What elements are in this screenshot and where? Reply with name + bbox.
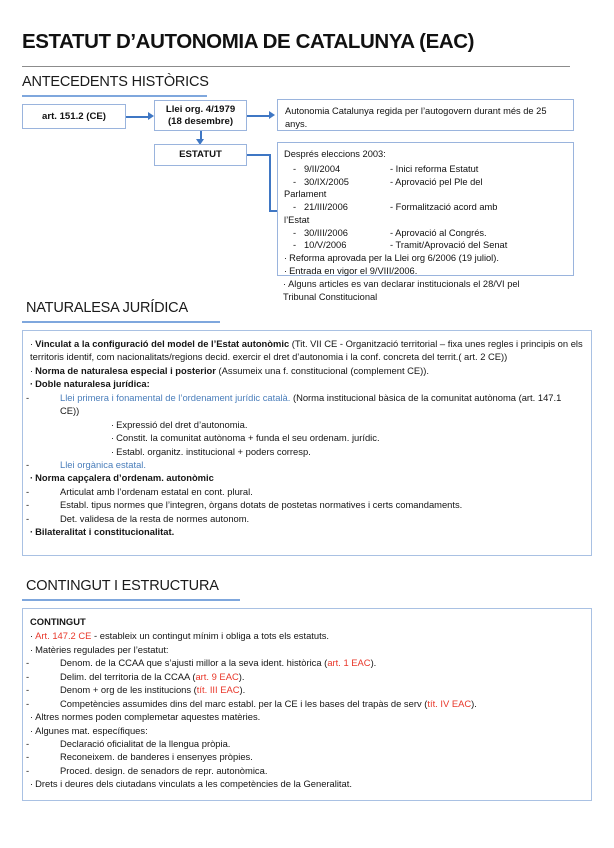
date-event-continuation: l’Estat [284,214,310,225]
eleccions-tail-2: · Entrada en vigor el 9/VIII/2006. [284,265,567,278]
naturalesa-subitem-4-text: Establ. tipus normes que l’integren, òrgans dotats de postetas normatives i certs comandaments. [60,499,463,511]
date-dash: - [293,202,297,213]
date-event: - Aprovació pel Ple del [390,176,483,187]
flow-box-llei-line2: (18 desembre) [167,115,234,127]
page-title: ESTATUT D’AUTONOMIA DE CATALUNYA (EAC) [22,30,475,53]
overflow-line-1: · Alguns articles es van declarar institucionals el 28/VI pel [283,278,583,291]
naturalesa-item-4: · Norma capçalera d’ordenam. autonòmic [30,471,583,484]
section-header-contingut: CONTINGUT I ESTRUCTURA [26,578,219,594]
date-row [284,176,567,188]
materia-item-1 [26,656,583,669]
naturalesa-item-1-rest: (Tit. VII CE - Organització territorial – fixa unes regles i principis on els territoris identif, com nacionalitats/regions decid. exercir el dret d’autonomia i la conf. concreta del territ.( art. 2 CE)) [30,338,583,363]
materia-item-1-ref: art. 1 EAC [327,657,371,669]
date-row [284,227,567,239]
panel-naturalesa-juridica [22,330,592,556]
date-value: 10/V/2006 [304,240,347,251]
naturalesa-detail-2: · Constit. la comunitat autònoma + funda el seu ordenam. jurídic. [30,431,583,444]
naturalesa-subitem-5 [26,512,583,525]
date-dash: - [293,164,297,175]
materia-item-3-ref: tít. III EAC [196,684,240,696]
flow-elbow-horizontal-top [247,154,271,156]
materia-item-3 [26,683,583,696]
overflow-line-2: Tribunal Constitucional [283,292,378,303]
naturalesa-item-2 [30,364,583,377]
date-value: 30/III/2006 [304,228,348,239]
contingut-item-5: · Drets i deures dels ciutadans vinculats a les competències de la Generalitat. [30,777,583,790]
bullet-dash: - [26,391,30,403]
materia-item-1-text: Denom. de la CCAA que s’ajusti millor a la seva ident. històrica ( [60,657,328,669]
date-event: - Tramit/Aprovació del Senat [390,240,508,251]
date-value: 30/IX/2005 [304,176,349,187]
naturalesa-subitem-3-text: Articulat amb l’ordenam estatal en cont. plural. [60,485,253,497]
section-underline-contingut [22,599,240,601]
section-underline-naturalesa [22,321,220,323]
date-event: - Inici reforma Estatut [390,164,479,175]
date-dash: - [293,176,297,187]
title-divider [22,66,570,67]
date-row [284,201,567,213]
date-event: - Aprovació al Congrés. [390,228,487,239]
naturalesa-item-5: · Bilateralitat i constitucionalitat. [30,525,583,538]
flow-arrow-1-line [126,116,148,118]
eleccions-tail-1: · Reforma aprovada per la Llei org 6/2006 (19 juliol). [284,252,567,265]
bullet-dash: - [26,657,30,669]
materia-item-4-text: Competències assumides dins del marc establ. per la CE i les bases del trapàs de serv ( [60,697,428,709]
date-dash: - [293,240,297,251]
date-value: 9/II/2004 [304,164,341,175]
bullet-dash: - [26,684,30,696]
contingut-item-1-rest: - estableix un contingut mínim i obliga a tots els estatuts. [91,630,330,642]
naturalesa-item-1-bold: Vinculat a la configuració del model de l’Estat autonòmic [35,338,290,349]
contingut-item-3: · Altres normes poden complemetar aquestes matèries. [30,710,583,723]
especifica-item-1 [26,737,583,750]
contingut-item-1-ref: Art. 147.2 CE [35,630,92,642]
especifica-item-2-text: Reconeixem. de banderes i ensenyes pròpies. [60,751,253,763]
materia-item-3-tail: ). [239,684,246,696]
materia-item-2 [26,670,583,683]
bullet-dash: - [26,485,30,497]
materia-item-2-text: Delim. del territoria de la CCAA ( [60,670,196,682]
materia-item-4 [26,697,583,710]
bullet-dash: - [26,458,30,470]
panel-contingut-estructura [22,608,592,801]
contingut-item-2: · Matèries regulades per l’estatut: [30,643,583,656]
especifica-item-1-text: Declaració oficialitat de la llengua pròpia. [60,737,231,749]
flow-info-box-eleccions [277,142,574,276]
contingut-item-4: · Algunes mat. específiques: [30,724,583,737]
naturalesa-item-1 [30,337,583,364]
flow-arrow-2-head [269,111,275,119]
bullet-dash: - [26,737,30,749]
materia-item-4-ref: tít. IV EAC [427,697,472,709]
naturalesa-item-2-bold: Norma de naturalesa especial i posterior [35,364,216,376]
date-event: - Formalització acord amb [390,202,498,213]
flow-box-art151: art. 151.2 (CE) [22,104,126,129]
section-header-antecedents: ANTECEDENTS HISTÒRICS [22,74,209,90]
bullet-dash: - [26,764,30,776]
flow-elbow-vertical [269,154,271,211]
section-header-naturalesa: NATURALESA JURÍDICA [26,300,188,316]
naturalesa-subitem-1-rest: (Norma institucional bàsica de la comunitat autònoma (art. 147.1 CE)) [60,391,562,417]
especifica-item-3 [26,764,583,777]
naturalesa-detail-3: · Establ. organitz. institucional + poders corresp. [30,445,583,458]
materia-item-1-tail: ). [370,657,377,669]
naturalesa-detail-1: · Expressió del dret d’autonomia. [30,418,583,431]
section-underline-antecedents [22,95,207,97]
date-dash: - [293,228,297,239]
date-value: 21/III/2006 [304,202,348,213]
naturalesa-subitem-5-text: Det. validesa de la resta de normes autonom. [60,512,250,524]
materia-item-2-tail: ). [238,670,245,682]
especifica-item-3-text: Proced. design. de senadors de repr. autonòmica. [60,764,268,776]
bullet-dash: - [26,751,30,763]
bullet-dash: - [26,499,30,511]
bullet-dash: - [26,670,30,682]
date-row [284,163,567,175]
naturalesa-subitem-2-blue: Llei orgànica estatal. [60,458,146,470]
flow-info-box-autonomia: Autonomia Catalunya regida per l’autogovern durant més de 25 anys. [277,99,574,131]
flow-arrow-2-line [247,115,269,117]
naturalesa-item-3: · Doble naturalesa jurídica: [30,377,583,390]
contingut-item-1 [30,629,583,642]
naturalesa-subitem-1 [26,391,583,418]
especifica-item-2 [26,750,583,763]
naturalesa-subitem-2 [26,458,583,471]
eleccions-intro: Després eleccions 2003: [284,149,386,159]
flow-box-llei-line1: Llei org. 4/1979 [165,103,236,115]
naturalesa-subitem-4 [26,498,583,511]
bullet-dash: - [26,512,30,524]
materia-item-2-ref: art. 9 EAC [195,670,239,682]
naturalesa-subitem-3 [26,485,583,498]
naturalesa-subitem-1-blue: Llei primera i fonamental de l’ordenament jurídic català. [60,391,291,403]
flow-box-llei-organica [154,100,247,131]
materia-item-3-text: Denom + org de les institucions ( [60,684,197,696]
materia-item-4-tail: ). [471,697,477,709]
flow-box-estatut: ESTATUT [154,144,247,166]
eleccions-overflow-text [283,278,583,304]
date-event-continuation: Parlament [284,189,327,199]
eleccions-date-list [284,163,567,251]
naturalesa-item-2-rest: (Assumeix una f. constitucional (complement CE)). [215,364,430,376]
contingut-heading: CONTINGUT [30,616,86,627]
date-row [284,239,567,251]
bullet-dash: - [26,697,30,709]
